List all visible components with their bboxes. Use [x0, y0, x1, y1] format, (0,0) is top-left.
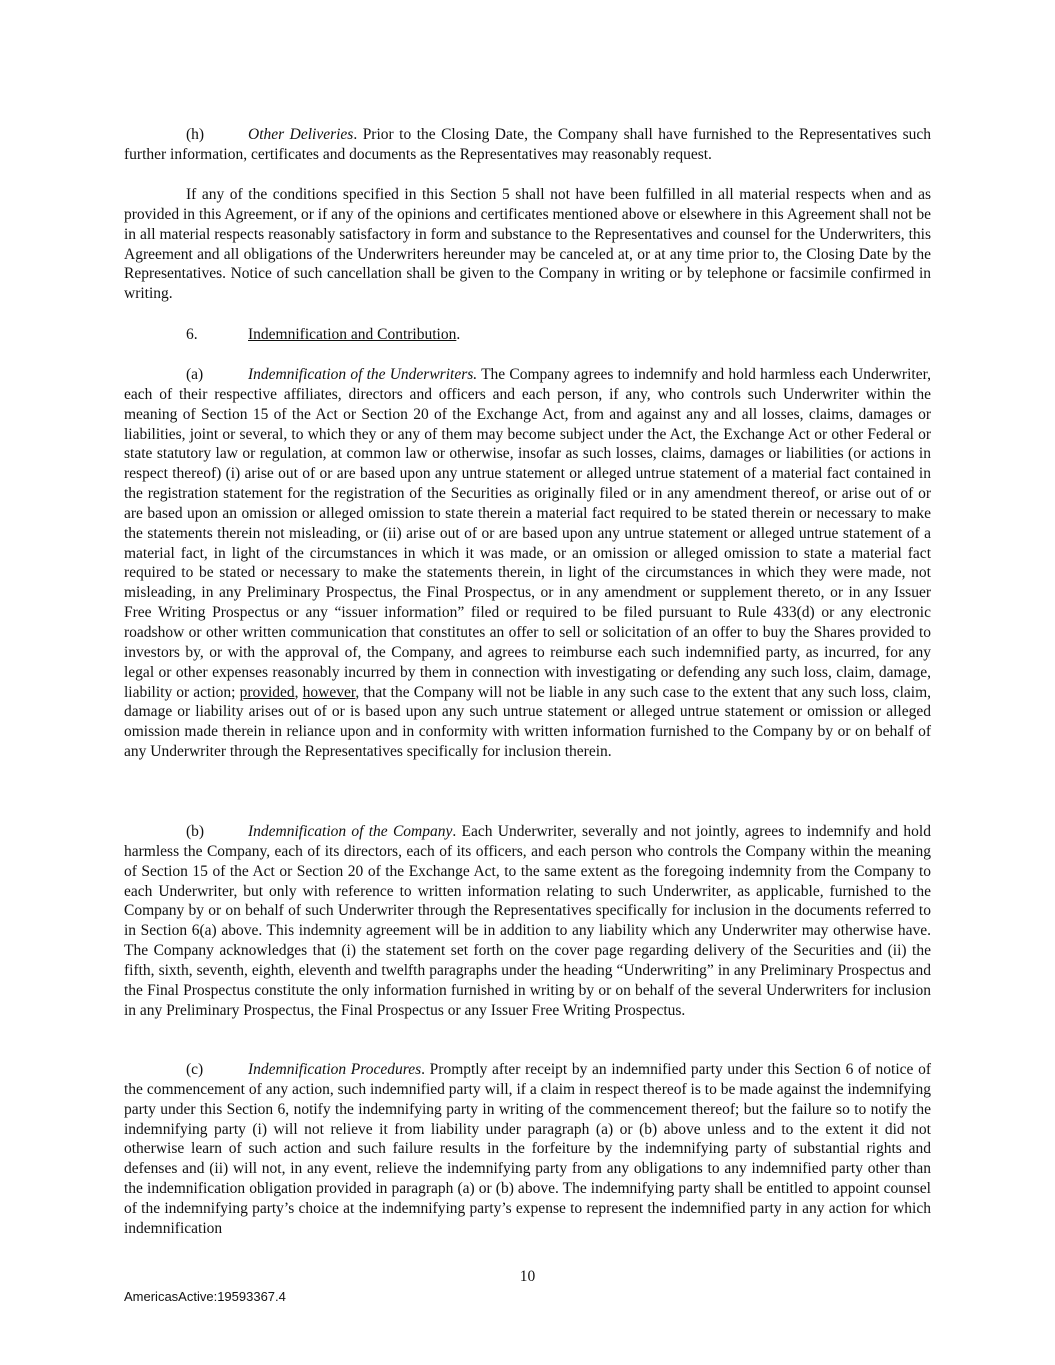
paragraph-c: [124, 1060, 931, 1239]
separator: ,: [294, 683, 303, 701]
document-id: AmericasActive:19593367.4: [124, 1289, 286, 1304]
paragraph-title: Indemnification Procedures: [248, 1061, 422, 1078]
paragraph-label: (h): [186, 126, 205, 143]
provided-term: provided: [239, 683, 295, 701]
section-title: Indemnification and Contribution: [248, 326, 457, 343]
paragraph-conditions: If any of the conditions specified in this Section 5 shall not have been fulfilled in all material respects when and as provided in this Agreement, or if any of the opinions and certificates mentioned above or elsewhere in this Agreement shall not be in all material respects reasonably satisfactory in form and substance to the Representatives and counsel for the Underwriters, this Agreement and all obligations of the Underwriters hereunder may be canceled at, or at any time prior to, the Closing Date by the Representatives. Notice of such cancellation shall be given to the Company in writing or by telephone or facsimile confirmed in writing.: [124, 186, 931, 303]
paragraph-label: (a): [186, 366, 204, 383]
paragraph-a: [124, 365, 931, 762]
paragraph-label: (b): [186, 823, 205, 840]
paragraph-title: Other Deliveries: [248, 126, 354, 143]
page-number: 10: [519, 1268, 536, 1285]
paragraph-text: . Each Underwriter, severally and not jointly, agrees to indemnify and hold harmless the Company, each of its directors, each of its officers, and each person who controls the Company within the meaning of Section 15 of the Act or Section 20 of the Exchange Act, to the same extent as the foregoing indemnity from the Company to each Underwriter, but only with reference to written information relating to such Underwriter, as applicable, furnished to the Company by or on behalf of such Underwriter through the Representatives specifically for inclusion in the documents referred to in Section 6(a) above. This indemnity agreement will be in addition to any liability which any Underwriter may otherwise have. The Company acknowledges that (i) the statement set forth on the cover page regarding delivery of the Securities and (ii) the fifth, sixth, seventh, eighth, eleventh and twelfth paragraphs under the heading “Underwriting” in any Preliminary Prospectus and the Final Prospectus constitute the only information furnished in writing by or on behalf of the several Underwriters for inclusion in any Preliminary Prospectus, the Final Prospectus or any Issuer Free Writing Prospectus.: [124, 823, 931, 1019]
paragraph-text: The Company agrees to indemnify and hold harmless each Underwriter, each of their respective affiliates, directors and officers and each person, if any, who controls such Underwriter within the meaning of Section 15 of the Act or Section 20 of the Exchange Act, from and against any and all losses, claims, damages or liabilities, joint or several, to which they or any of them may become subject under the Act, the Exchange Act or other Federal or state statutory law or regulation, at common law or otherwise, insofar as such losses, claims, damages or liabilities (or actions in respect thereof) (i) arise out of or are based upon any untrue statement or alleged untrue statement of a material fact contained in the registration statement for the registration of the Securities as originally filed or in any amendment thereof, or arise out of or are based upon an omission or alleged omission to state therein a material fact required to be stated therein or necessary to make the statements therein not misleading, or (ii) arise out of or are based upon any untrue statement or alleged untrue statement of a material fact, in light of the circumstances in which it was made, or an omission or alleged omission to state a material fact required to be stated or necessary to make the statements therein, in light of the circumstances in which they were made, not misleading, in any Preliminary Prospectus, the Final Prospectus, or in any amendment or supplement thereto, or in any Issuer Free Writing Prospectus or any “issuer information” filed or required to be filed pursuant to Rule 433(d) or any electronic roadshow or other written communication that constitutes an offer to sell or solicitation of an offer to buy the Shares provided to investors by, or with the approval of, the Company, and agrees to reimburse each such indemnified party, as incurred, for any legal or other expenses reasonably incurred by them in connection with investigating or defending any such loss, claim, damage, liability or action;: [124, 366, 932, 701]
section-heading: [186, 325, 460, 345]
paragraph-label: (c): [186, 1061, 204, 1078]
paragraph-text: . Prior to the Closing Date, the Company shall have furnished to the Representatives such further information, certificates and documents as the Representatives may reasonably request.: [124, 126, 932, 163]
paragraph-title: Indemnification of the Underwriters.: [248, 366, 478, 383]
paragraph-b: [124, 822, 931, 1020]
paragraph-h: [124, 125, 931, 165]
however-term: however: [302, 683, 356, 701]
section-title-period: .: [456, 326, 461, 343]
paragraph-text-continued: , that the Company will not be liable in any such case to the extent that any such loss, claim, damage or liability arises out of or is based upon any such untrue statement or alleged untrue statement or omission or alleged omission made therein in reliance upon and in conformity with written information furnished to the Company by or on behalf of any Underwriter through the Representatives specifically for inclusion therein.: [124, 683, 931, 761]
section-number: 6.: [186, 326, 198, 343]
paragraph-text: . Promptly after receipt by an indemnified party under this Section 6 of notice of the commencement of any action, such indemnified party will, if a claim in respect thereof is to be made against the indemnifying party under this Section 6, notify the indemnifying party in writing of the commencement thereof; but the failure so to notify the indemnifying party (i) will not relieve it from liability under paragraph (a) or (b) above unless and to the extent it did not otherwise learn of such action and such failure results in the forfeiture by the indemnifying party of substantial rights and defenses and (ii) will not, in any event, relieve the indemnifying party from any obligations to any indemnified party other than the indemnification obligation provided in paragraph (a) or (b) above. The indemnifying party shall be entitled to appoint counsel of the indemnifying party’s choice at the indemnifying party’s expense to represent the indemnified party in any action for which indemnification: [124, 1061, 931, 1237]
paragraph-title: Indemnification of the Company: [248, 823, 453, 840]
